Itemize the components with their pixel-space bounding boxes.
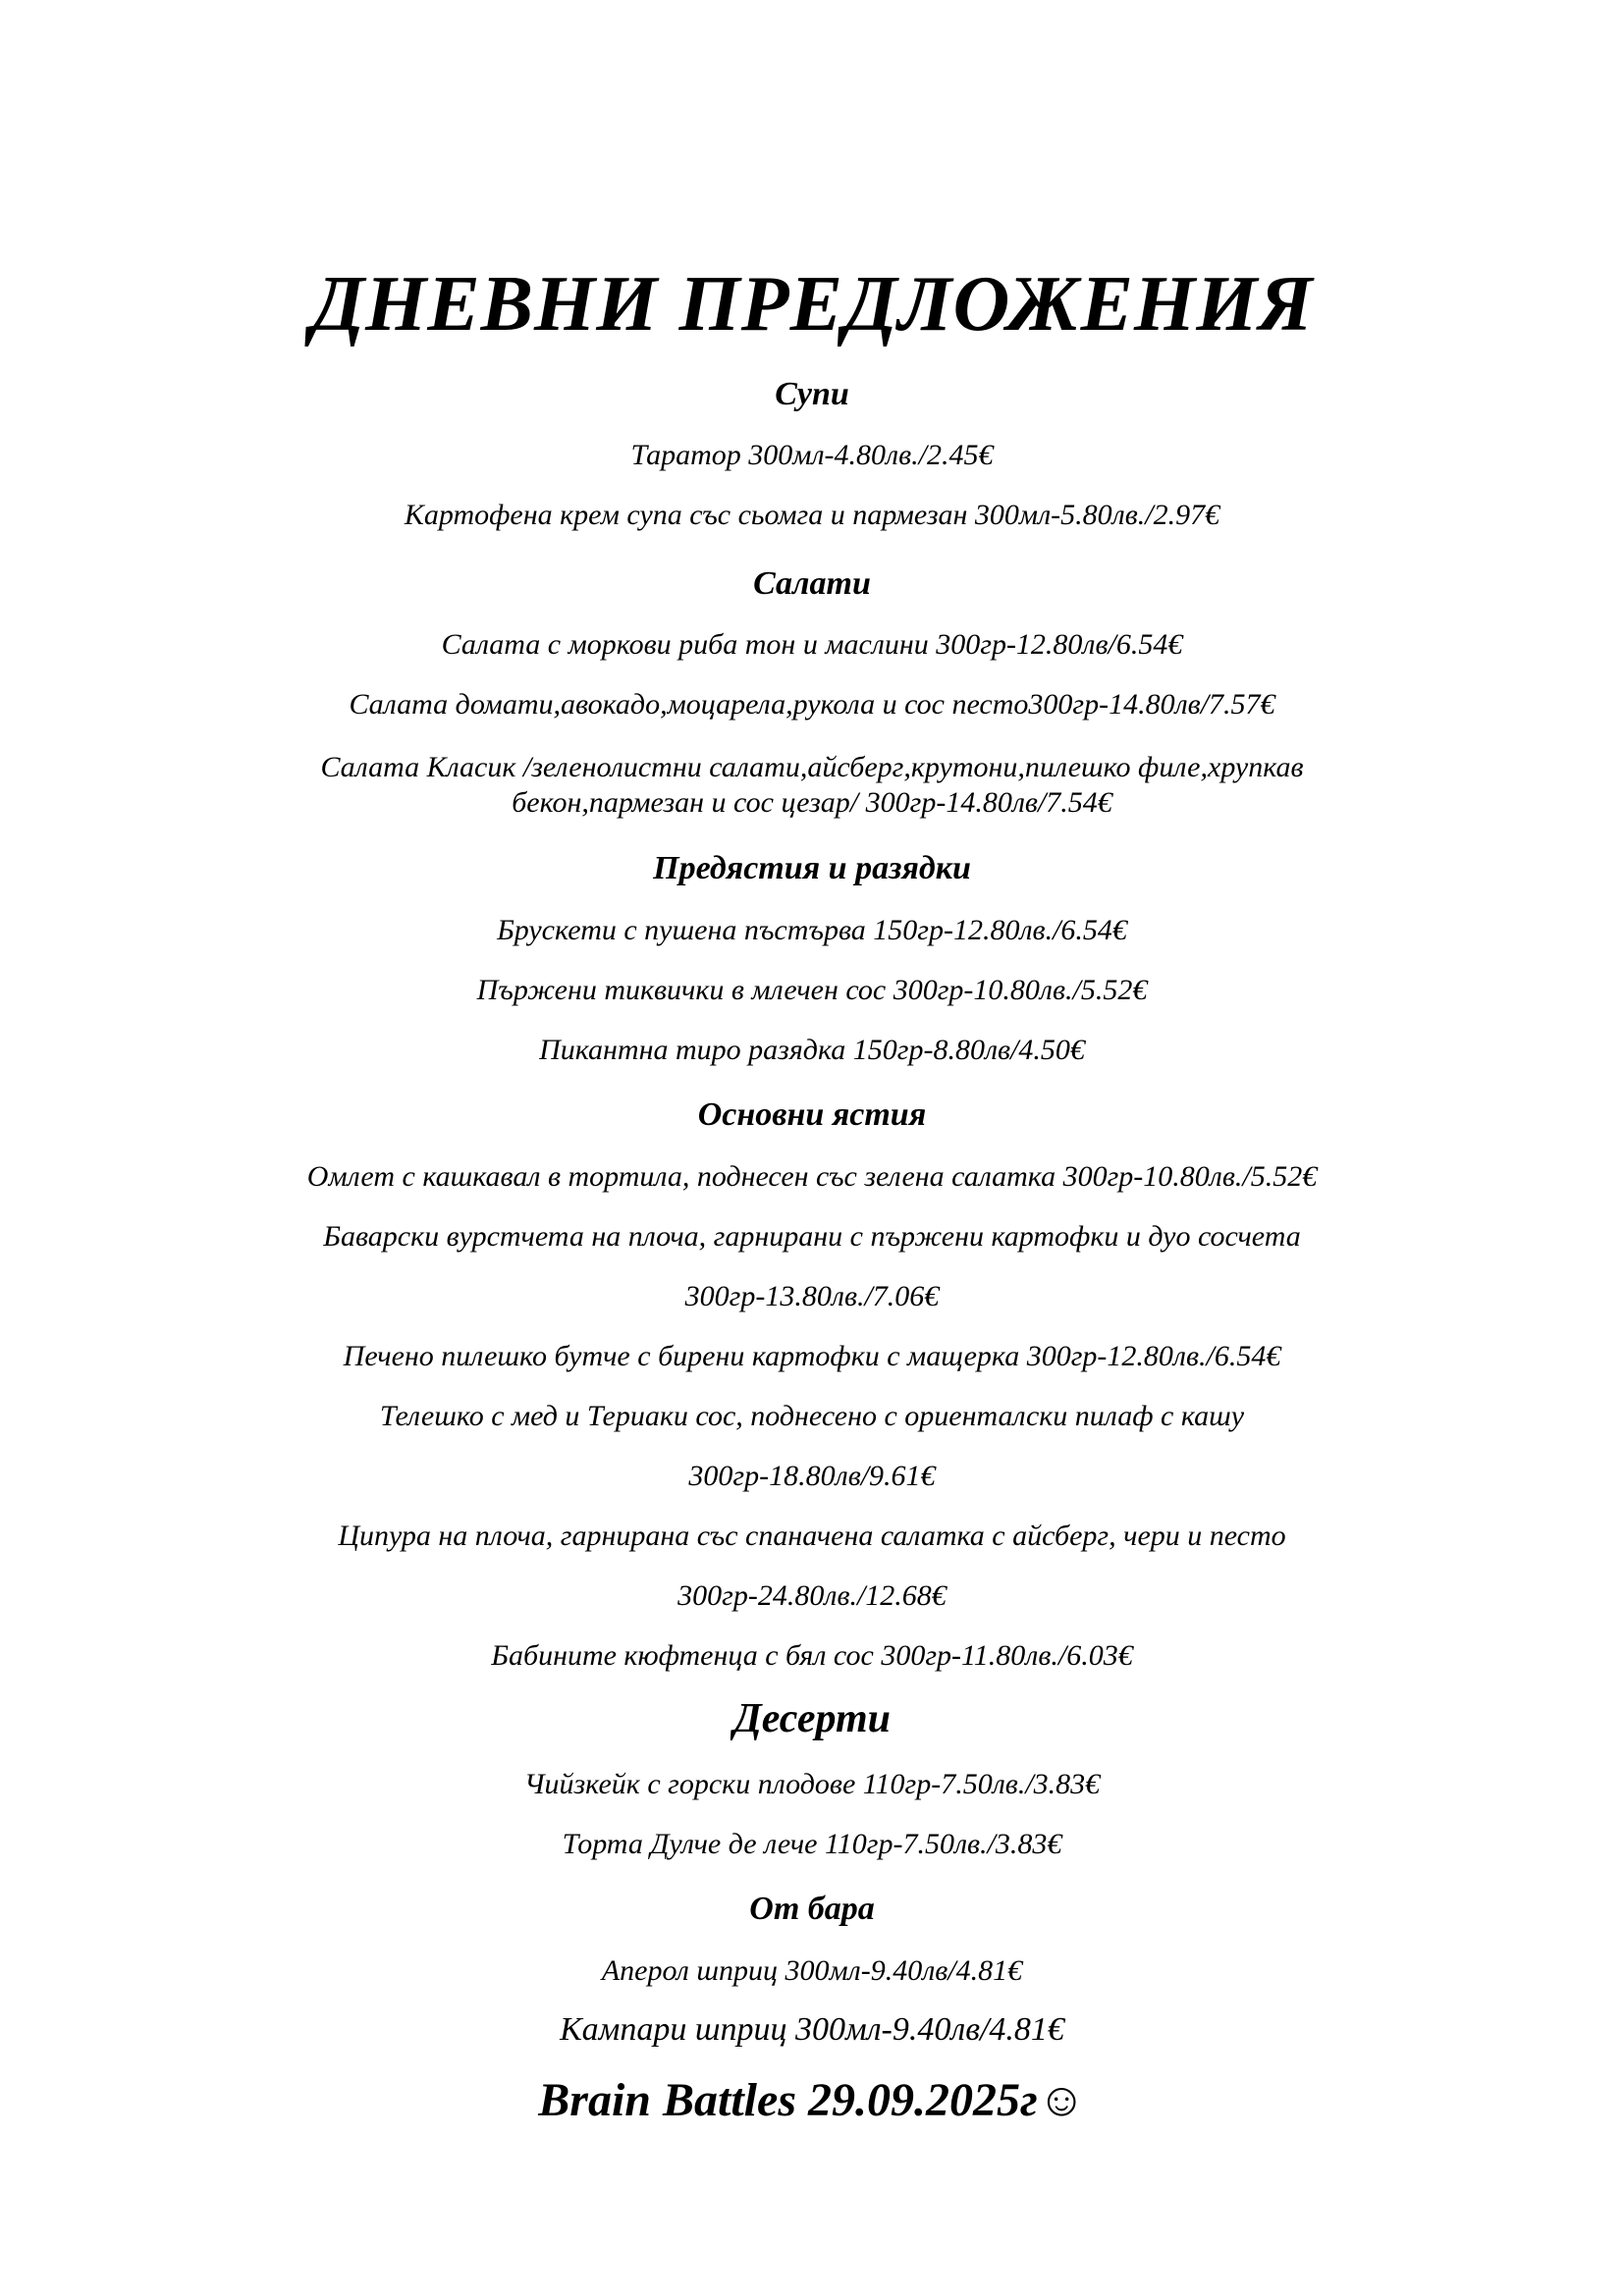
menu-item: Пикантна тиро разядка 150гр-8.80лв/4.50€ [539,1034,1085,1066]
menu-item: Торта Дулче де лече 110гр-7.50лв./3.83€ [562,1828,1062,1860]
menu-item: Картофена крем супа със сьомга и пармезан 300мл-5.80лв./2.97€ [404,499,1220,531]
menu-item: 300гр-18.80лв/9.61€ [688,1460,936,1492]
menu-item: Брускети с пушена пъстърва 150гр-12.80лв./6.54€ [497,914,1127,946]
menu-item: Печено пилешко бутче с бирени картофки с мащерка 300гр-12.80лв./6.54€ [343,1340,1281,1372]
section-heading-starters: Предястия и разядки [653,850,971,886]
section-heading-salads: Салати [753,565,871,602]
section-heading-mains: Основни ястия [697,1096,927,1133]
menu-item: Пържени тиквички в млечен сос 300гр-10.80лв./5.52€ [476,974,1148,1006]
menu-item: 300гр-24.80лв./12.68€ [677,1579,947,1612]
menu-item: Баварски вурстчета на плоча, гарнирани с пържени картофки и дуо сосчета [323,1220,1301,1253]
menu-item: Таратор 300мл-4.80лв./2.45€ [630,439,994,471]
page-title: ДНЕВНИ ПРЕДЛОЖЕНИЯ [310,261,1314,347]
menu-item: Аперол шприц 300мл-9.40лв/4.81€ [601,1954,1023,1987]
section-heading-soups: Супи [775,376,849,412]
menu-item: Ципура на плоча, гарнирана със спаначена салатка с айсберг, чери и песто [338,1520,1286,1552]
section-heading-bar: От бара [749,1891,875,1927]
menu-item: бекон,пармезан и сос цезар/ 300гр-14.80лв/7.54€ [512,786,1112,819]
menu-item: Салата с моркови риба тон и маслини 300гр-12.80лв/6.54€ [441,628,1183,661]
menu-item: Салата Класик /зеленолистни салати,айсберг,крутони,пилешко филе,хрупкав [320,751,1304,783]
menu-item: Омлет с кашкавал в тортила, поднесен със зелена салатка 300гр-10.80лв./5.52€ [306,1160,1318,1193]
menu-item: Бабините кюфтенца с бял сос 300гр-11.80лв./6.03€ [491,1639,1133,1672]
section-heading-desserts: Десерти [733,1696,891,1741]
menu-item: 300гр-13.80лв./7.06€ [684,1280,940,1312]
event-footer: Brain Battles 29.09.2025г☺ [538,2074,1086,2126]
menu-item: Чийзкейк с горски плодове 110гр-7.50лв./3.83€ [523,1768,1101,1800]
menu-item: Кампари шприц 300мл-9.40лв/4.81€ [560,2011,1064,2048]
menu-item: Салата домати,авокадо,моцарела,рукола и сос песто300гр-14.80лв/7.57€ [349,688,1275,721]
menu-item: Телешко с мед и Териаки сос, поднесено с ориенталски пилаф с кашу [379,1400,1245,1432]
